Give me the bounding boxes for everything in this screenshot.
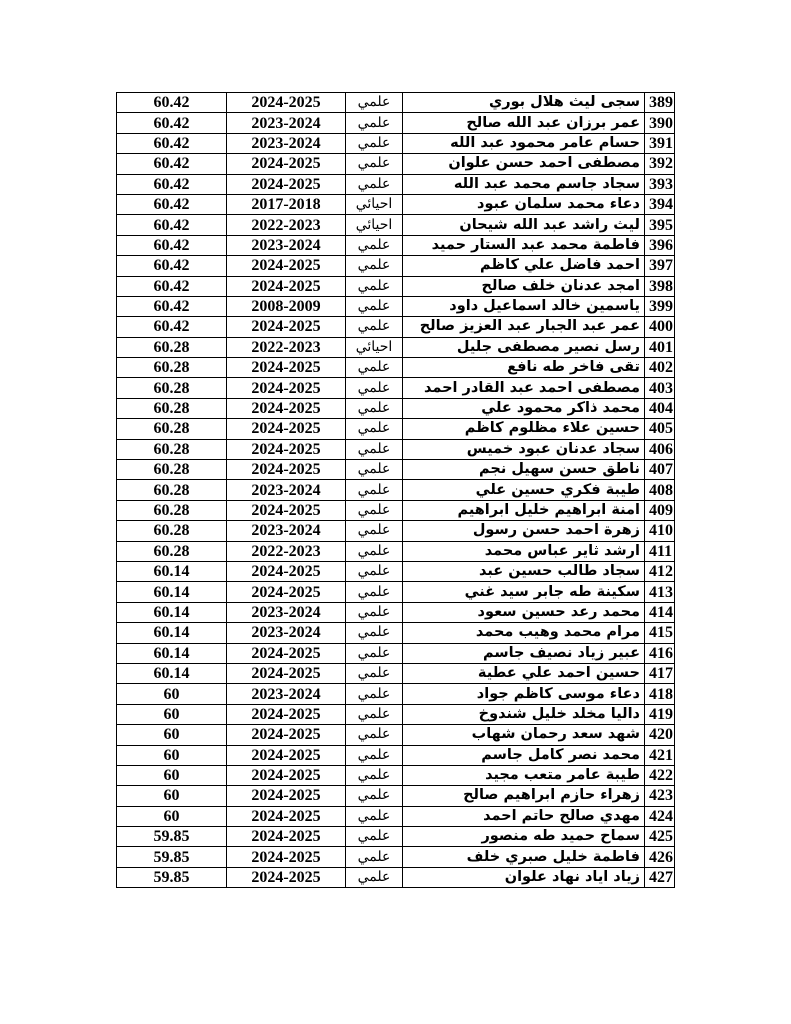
year-cell: 2024-2025 [227, 419, 346, 439]
year-cell: 2023-2024 [227, 602, 346, 622]
average-cell: 60.42 [117, 194, 227, 214]
average-cell: 59.85 [117, 827, 227, 847]
student-name-cell: سجاد جاسم محمد عبد الله [403, 174, 645, 194]
year-cell: 2024-2025 [227, 725, 346, 745]
branch-cell: علمي [346, 133, 403, 153]
results-table-body [117, 93, 675, 888]
sequence-number-cell: 414 [645, 602, 675, 622]
average-cell: 60.42 [117, 154, 227, 174]
year-cell: 2024-2025 [227, 867, 346, 887]
student-name-cell: فاطمة محمد عبد الستار حميد [403, 235, 645, 255]
branch-cell: علمي [346, 398, 403, 418]
student-name-cell: مصطفى احمد حسن علوان [403, 154, 645, 174]
average-cell: 60.42 [117, 317, 227, 337]
sequence-number-cell: 425 [645, 827, 675, 847]
average-cell: 60.14 [117, 623, 227, 643]
year-cell: 2024-2025 [227, 378, 346, 398]
student-name-cell: تقى فاخر طه نافع [403, 358, 645, 378]
average-cell: 60 [117, 684, 227, 704]
student-name-cell: مصطفى احمد عبد القادر احمد [403, 378, 645, 398]
branch-cell: علمي [346, 521, 403, 541]
table-row [117, 358, 675, 378]
year-cell: 2024-2025 [227, 317, 346, 337]
year-cell: 2022-2023 [227, 215, 346, 235]
sequence-number-cell: 427 [645, 867, 675, 887]
student-name-cell: زهراء حازم ابراهيم صالح [403, 786, 645, 806]
student-name-cell: دعاء محمد سلمان عبود [403, 194, 645, 214]
year-cell: 2023-2024 [227, 684, 346, 704]
sequence-number-cell: 389 [645, 93, 675, 113]
student-name-cell: زياد اياد نهاد علوان [403, 867, 645, 887]
student-name-cell: ناطق حسن سهيل نجم [403, 460, 645, 480]
table-row [117, 806, 675, 826]
student-name-cell: سماح حميد طه منصور [403, 827, 645, 847]
branch-cell: علمي [346, 725, 403, 745]
year-cell: 2024-2025 [227, 500, 346, 520]
student-name-cell: سجاد عدنان عبود خميس [403, 439, 645, 459]
average-cell: 60.14 [117, 582, 227, 602]
sequence-number-cell: 409 [645, 500, 675, 520]
sequence-number-cell: 403 [645, 378, 675, 398]
table-row [117, 133, 675, 153]
table-row [117, 786, 675, 806]
table-row [117, 582, 675, 602]
table-row [117, 684, 675, 704]
branch-cell: علمي [346, 684, 403, 704]
student-name-cell: امجد عدنان خلف صالح [403, 276, 645, 296]
table-row [117, 174, 675, 194]
student-name-cell: امنة ابراهيم خليل ابراهيم [403, 500, 645, 520]
average-cell: 60.28 [117, 439, 227, 459]
year-cell: 2023-2024 [227, 235, 346, 255]
table-row [117, 194, 675, 214]
branch-cell: علمي [346, 561, 403, 581]
sequence-number-cell: 402 [645, 358, 675, 378]
average-cell: 59.85 [117, 847, 227, 867]
student-name-cell: مرام محمد وهيب محمد [403, 623, 645, 643]
year-cell: 2024-2025 [227, 154, 346, 174]
year-cell: 2024-2025 [227, 806, 346, 826]
sequence-number-cell: 421 [645, 745, 675, 765]
branch-cell: علمي [346, 93, 403, 113]
student-name-cell: ارشد ثاير عباس محمد [403, 541, 645, 561]
table-row [117, 725, 675, 745]
branch-cell: علمي [346, 419, 403, 439]
sequence-number-cell: 400 [645, 317, 675, 337]
sequence-number-cell: 394 [645, 194, 675, 214]
table-row [117, 215, 675, 235]
branch-cell: علمي [346, 704, 403, 724]
table-row [117, 663, 675, 683]
sequence-number-cell: 396 [645, 235, 675, 255]
branch-cell: علمي [346, 582, 403, 602]
average-cell: 60 [117, 786, 227, 806]
average-cell: 60.42 [117, 93, 227, 113]
year-cell: 2024-2025 [227, 847, 346, 867]
year-cell: 2024-2025 [227, 439, 346, 459]
branch-cell: علمي [346, 480, 403, 500]
branch-cell: علمي [346, 786, 403, 806]
table-row [117, 419, 675, 439]
table-row [117, 93, 675, 113]
table-row [117, 439, 675, 459]
table-row [117, 704, 675, 724]
branch-cell: علمي [346, 256, 403, 276]
sequence-number-cell: 404 [645, 398, 675, 418]
sequence-number-cell: 415 [645, 623, 675, 643]
branch-cell: علمي [346, 113, 403, 133]
sequence-number-cell: 419 [645, 704, 675, 724]
table-row [117, 256, 675, 276]
branch-cell: علمي [346, 500, 403, 520]
table-row [117, 480, 675, 500]
branch-cell: علمي [346, 602, 403, 622]
year-cell: 2024-2025 [227, 460, 346, 480]
sequence-number-cell: 420 [645, 725, 675, 745]
table-row [117, 521, 675, 541]
year-cell: 2024-2025 [227, 582, 346, 602]
sequence-number-cell: 392 [645, 154, 675, 174]
student-name-cell: حسين علاء مظلوم كاظم [403, 419, 645, 439]
year-cell: 2024-2025 [227, 827, 346, 847]
year-cell: 2024-2025 [227, 704, 346, 724]
branch-cell: علمي [346, 827, 403, 847]
sequence-number-cell: 399 [645, 296, 675, 316]
sequence-number-cell: 416 [645, 643, 675, 663]
year-cell: 2023-2024 [227, 113, 346, 133]
year-cell: 2024-2025 [227, 276, 346, 296]
sequence-number-cell: 417 [645, 663, 675, 683]
average-cell: 60.28 [117, 398, 227, 418]
sequence-number-cell: 418 [645, 684, 675, 704]
student-name-cell: طيبة فكري حسين علي [403, 480, 645, 500]
branch-cell: علمي [346, 358, 403, 378]
branch-cell: علمي [346, 174, 403, 194]
year-cell: 2024-2025 [227, 663, 346, 683]
branch-cell: علمي [346, 623, 403, 643]
average-cell: 60.28 [117, 521, 227, 541]
sequence-number-cell: 401 [645, 337, 675, 357]
student-name-cell: عمر عبد الجبار عبد العزيز صالح [403, 317, 645, 337]
table-row [117, 113, 675, 133]
branch-cell: علمي [346, 663, 403, 683]
year-cell: 2023-2024 [227, 480, 346, 500]
sequence-number-cell: 390 [645, 113, 675, 133]
table-row [117, 541, 675, 561]
year-cell: 2024-2025 [227, 358, 346, 378]
year-cell: 2008-2009 [227, 296, 346, 316]
branch-cell: علمي [346, 296, 403, 316]
student-name-cell: عمر برزان عبد الله صالح [403, 113, 645, 133]
student-name-cell: ياسمين خالد اسماعيل داود [403, 296, 645, 316]
sequence-number-cell: 422 [645, 765, 675, 785]
table-row [117, 276, 675, 296]
table-row [117, 337, 675, 357]
average-cell: 59.85 [117, 867, 227, 887]
student-name-cell: زهرة احمد حسن رسول [403, 521, 645, 541]
student-name-cell: شهد سعد رحمان شهاب [403, 725, 645, 745]
table-row [117, 847, 675, 867]
year-cell: 2024-2025 [227, 643, 346, 663]
table-row [117, 235, 675, 255]
average-cell: 60.28 [117, 419, 227, 439]
table-row [117, 765, 675, 785]
year-cell: 2023-2024 [227, 623, 346, 643]
table-row [117, 602, 675, 622]
average-cell: 60 [117, 806, 227, 826]
average-cell: 60 [117, 765, 227, 785]
table-row [117, 154, 675, 174]
average-cell: 60.28 [117, 378, 227, 398]
average-cell: 60.42 [117, 235, 227, 255]
table-row [117, 643, 675, 663]
average-cell: 60 [117, 725, 227, 745]
branch-cell: علمي [346, 847, 403, 867]
table-row [117, 460, 675, 480]
student-name-cell: سجاد طالب حسين عبد [403, 561, 645, 581]
year-cell: 2017-2018 [227, 194, 346, 214]
sequence-number-cell: 393 [645, 174, 675, 194]
year-cell: 2023-2024 [227, 521, 346, 541]
year-cell: 2024-2025 [227, 398, 346, 418]
average-cell: 60.42 [117, 215, 227, 235]
branch-cell: علمي [346, 867, 403, 887]
average-cell: 60.28 [117, 358, 227, 378]
branch-cell: علمي [346, 317, 403, 337]
average-cell: 60.28 [117, 460, 227, 480]
year-cell: 2024-2025 [227, 256, 346, 276]
branch-cell: علمي [346, 541, 403, 561]
branch-cell: علمي [346, 378, 403, 398]
branch-cell: علمي [346, 460, 403, 480]
student-name-cell: محمد رعد حسين سعود [403, 602, 645, 622]
average-cell: 60.42 [117, 174, 227, 194]
table-row [117, 745, 675, 765]
student-name-cell: داليا مخلد خليل شندوخ [403, 704, 645, 724]
student-name-cell: مهدي صالح حاتم احمد [403, 806, 645, 826]
average-cell: 60.42 [117, 113, 227, 133]
year-cell: 2022-2023 [227, 541, 346, 561]
average-cell: 60.14 [117, 663, 227, 683]
student-name-cell: عبير زياد نصيف جاسم [403, 643, 645, 663]
sequence-number-cell: 398 [645, 276, 675, 296]
year-cell: 2024-2025 [227, 561, 346, 581]
branch-cell: علمي [346, 643, 403, 663]
branch-cell: علمي [346, 765, 403, 785]
sequence-number-cell: 391 [645, 133, 675, 153]
average-cell: 60.42 [117, 256, 227, 276]
branch-cell: علمي [346, 276, 403, 296]
student-name-cell: حسين احمد علي عطية [403, 663, 645, 683]
student-name-cell: فاطمة خليل صبري خلف [403, 847, 645, 867]
student-name-cell: سكينة طه جابر سيد غني [403, 582, 645, 602]
average-cell: 60.14 [117, 643, 227, 663]
branch-cell: علمي [346, 154, 403, 174]
results-table [116, 92, 675, 888]
sequence-number-cell: 397 [645, 256, 675, 276]
average-cell: 60.14 [117, 602, 227, 622]
sequence-number-cell: 423 [645, 786, 675, 806]
sequence-number-cell: 411 [645, 541, 675, 561]
student-name-cell: رسل نصير مصطفى جليل [403, 337, 645, 357]
table-row [117, 296, 675, 316]
branch-cell: علمي [346, 439, 403, 459]
branch-cell: احيائي [346, 215, 403, 235]
table-row [117, 500, 675, 520]
sequence-number-cell: 406 [645, 439, 675, 459]
average-cell: 60 [117, 745, 227, 765]
year-cell: 2022-2023 [227, 337, 346, 357]
table-row [117, 623, 675, 643]
student-name-cell: محمد نصر كامل جاسم [403, 745, 645, 765]
branch-cell: علمي [346, 235, 403, 255]
average-cell: 60.28 [117, 500, 227, 520]
table-row [117, 378, 675, 398]
student-name-cell: دعاء موسى كاظم جواد [403, 684, 645, 704]
average-cell: 60.14 [117, 561, 227, 581]
sequence-number-cell: 408 [645, 480, 675, 500]
year-cell: 2024-2025 [227, 174, 346, 194]
sequence-number-cell: 405 [645, 419, 675, 439]
sequence-number-cell: 407 [645, 460, 675, 480]
branch-cell: احيائي [346, 194, 403, 214]
year-cell: 2024-2025 [227, 786, 346, 806]
student-name-cell: محمد ذاكر محمود علي [403, 398, 645, 418]
student-name-cell: طيبة عامر متعب مجيد [403, 765, 645, 785]
year-cell: 2024-2025 [227, 765, 346, 785]
student-name-cell: احمد فاضل علي كاظم [403, 256, 645, 276]
sequence-number-cell: 412 [645, 561, 675, 581]
branch-cell: علمي [346, 806, 403, 826]
branch-cell: احيائي [346, 337, 403, 357]
average-cell: 60.42 [117, 296, 227, 316]
average-cell: 60.42 [117, 276, 227, 296]
average-cell: 60.28 [117, 337, 227, 357]
student-name-cell: حسام عامر محمود عبد الله [403, 133, 645, 153]
sequence-number-cell: 424 [645, 806, 675, 826]
table-row [117, 827, 675, 847]
sequence-number-cell: 395 [645, 215, 675, 235]
table-row [117, 398, 675, 418]
sequence-number-cell: 413 [645, 582, 675, 602]
average-cell: 60.28 [117, 480, 227, 500]
branch-cell: علمي [346, 745, 403, 765]
student-name-cell: ليث راشد عبد الله شيحان [403, 215, 645, 235]
student-name-cell: سجى ليث هلال بوري [403, 93, 645, 113]
year-cell: 2024-2025 [227, 745, 346, 765]
table-row [117, 561, 675, 581]
year-cell: 2024-2025 [227, 93, 346, 113]
sequence-number-cell: 410 [645, 521, 675, 541]
table-row [117, 867, 675, 887]
average-cell: 60.42 [117, 133, 227, 153]
table-row [117, 317, 675, 337]
sequence-number-cell: 426 [645, 847, 675, 867]
average-cell: 60.28 [117, 541, 227, 561]
average-cell: 60 [117, 704, 227, 724]
year-cell: 2023-2024 [227, 133, 346, 153]
